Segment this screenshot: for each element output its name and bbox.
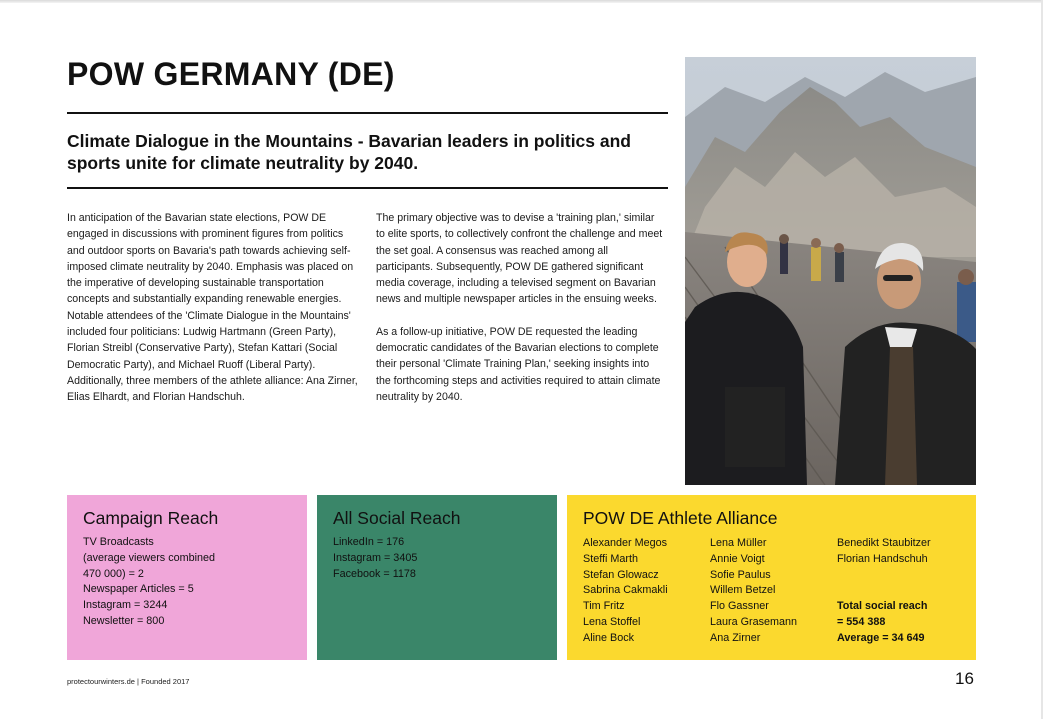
list-item: Sofie Paulus (710, 568, 771, 581)
list-item: Flo Gassner (710, 600, 769, 613)
list-item: Lena Müller (710, 537, 767, 549)
list-item: Stefan Glowacz (583, 568, 659, 581)
athlete-alliance-panel (567, 495, 976, 660)
campaign-reach-list (83, 535, 291, 630)
page-title: POW GERMANY (DE) (67, 56, 395, 92)
subtitle-divider (67, 187, 668, 189)
top-edge-shadow (0, 0, 1043, 3)
list-item: Lena Stoffel (583, 615, 641, 628)
footer (67, 677, 189, 686)
list-item: LinkedIn = 176 (333, 536, 405, 548)
average-reach: Average = 34 649 (837, 631, 925, 644)
list-item: Tim Fritz (583, 600, 625, 613)
list-item: Steffi Marth (583, 552, 639, 565)
campaign-reach-panel (67, 495, 307, 660)
athlete-column-2 (710, 536, 797, 647)
footer-website: protectourwinters.de (67, 677, 135, 686)
list-item: Instagram = 3405 (333, 551, 418, 564)
list-item: Sabrina Cakmakli (583, 584, 668, 597)
campaign-reach-title: Campaign Reach (83, 508, 219, 528)
list-item: Instagram = 3244 (83, 599, 168, 612)
list-item: Florian Handschuh (837, 552, 928, 565)
list-item: Ana Zirner (710, 631, 761, 644)
list-item: Annie Voigt (710, 552, 765, 565)
list-spacer (837, 568, 931, 600)
title-divider (67, 112, 668, 114)
athlete-alliance-title: POW DE Athlete Alliance (583, 508, 778, 528)
list-item: Facebook = 1178 (333, 567, 416, 580)
page-number: 16 (955, 669, 974, 688)
total-reach-label: Total social reach (837, 600, 928, 613)
list-item: Benedikt Staubitzer (837, 537, 931, 549)
mountain-photo (685, 57, 976, 485)
body-column-2 (376, 210, 666, 421)
social-reach-panel (317, 495, 557, 660)
list-item: Newspaper Articles = 5 (83, 583, 194, 596)
social-reach-title: All Social Reach (333, 508, 461, 528)
footer-founded: Founded 2017 (141, 677, 190, 686)
social-reach-list (333, 535, 541, 582)
list-item: TV Broadcasts (83, 536, 154, 548)
page-subtitle: Climate Dialogue in the Mountains - Bavarian leaders in politics and sports unite for climate neutrality by 2040. (67, 131, 631, 173)
body-column-1 (67, 210, 359, 422)
list-item: Laura Grasemann (710, 615, 798, 628)
athlete-column-3 (837, 536, 931, 647)
body-paragraph: The primary objective was to devise a 'training plan,' similar to elite sports, to collectively confront the challenge and meet the set goal. A consensus was reached among all participants. Subsequently, POW DE gathered significant media coverage, including a televised segment on Bavarian news and multiple newspaper articles in the ensuing weeks. (376, 212, 663, 306)
body-paragraph: As a follow-up initiative, POW DE requested the leading democratic candidates of the Bavarian elections to complete their personal 'Climate Training Plan,' seeking insights into the forthcoming steps and activities required to attain climate neutrality by 2040. (376, 325, 661, 403)
list-item: 470 000) = 2 (83, 567, 144, 580)
list-item: Willem Betzel (710, 584, 776, 597)
list-item: (average viewers combined (83, 551, 216, 564)
list-item: Aline Bock (583, 631, 635, 644)
list-item: Newsletter = 800 (83, 614, 165, 627)
footer-separator: | (137, 677, 142, 686)
athlete-column-1 (583, 536, 668, 647)
total-reach-value: = 554 388 (837, 615, 886, 628)
list-item: Alexander Megos (583, 537, 668, 549)
body-paragraph: In anticipation of the Bavarian state elections, POW DE engaged in discussions with prominent figures from politics and outdoor sports on Bavaria's path towards achieving self-imposed climate neutrality by 2040. Emphasis was placed on the imperative of developing sustainable transportation concepts and substantially expanding renewable energies. Notable attendees of the 'Climate Dialogue in the Mountains' included four politicians: Ludwig Hartmann (Green Party), Florian Streibl (Conservative Party), Stefan Kattari (Social Democratic Party), and Michael Ruoff (Liberal Party). Additionally, three members of the athlete alliance: Ana Zirner, Elias Elhardt, and Florian Handschuh. (67, 212, 358, 404)
